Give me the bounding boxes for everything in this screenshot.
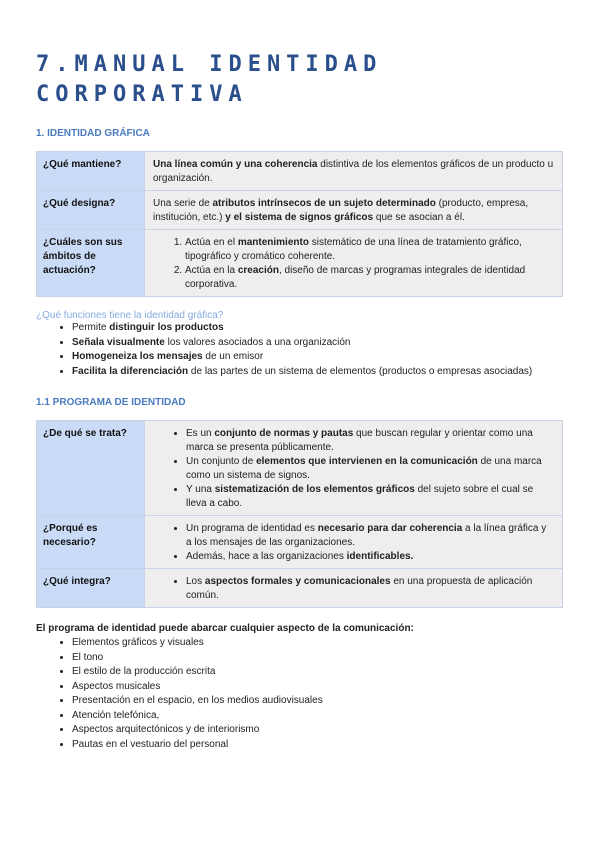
list-item: • Es un conjunto de normas y pautas que buscan regular y orientar como una marca se presenta públicamente. [186, 427, 554, 455]
section-heading-programa-identidad: 1.1 PROGRAMA DE IDENTIDAD [36, 397, 186, 408]
functions-list [36, 321, 563, 379]
list-item: • Aspectos musicales [72, 680, 563, 695]
list-item: • Atención telefónica, [72, 709, 563, 724]
text: (producto, empresa, institución, etc.) [153, 198, 529, 223]
list-item: • El tono [72, 651, 563, 666]
row-value [145, 152, 563, 191]
row-key: ¿Porqué es necesario? [37, 516, 145, 569]
list-item: • El estilo de la producción escrita [72, 665, 563, 680]
list-item: 1. Actúa en el mantenimiento sistemático de una línea de tratamiento gráfico, tipográfico y cromático coherente. [185, 236, 554, 264]
row-key: ¿Cuáles son sus ámbitos de actuación? [37, 230, 145, 297]
programa-identidad-table [36, 420, 563, 608]
table-row [37, 191, 563, 230]
row-value [145, 421, 563, 516]
table-row [37, 569, 563, 608]
list-item: • Facilita la diferenciación de las partes de un sistema de elementos (productos o empresas asociadas) [72, 365, 563, 380]
list-item: • Los aspectos formales y comunicacionales en una propuesta de aplicación común. [186, 575, 554, 603]
row-value [145, 516, 563, 569]
list-item: • Elementos gráficos y visuales [72, 636, 563, 651]
table-row [37, 152, 563, 191]
bullet-list [153, 575, 554, 603]
bullet-list [153, 427, 554, 511]
list-item: • Un conjunto de elementos que intervienen en la comunicación de una marca como un sistema de signos. [186, 455, 554, 483]
row-key: ¿Qué mantiene? [37, 152, 145, 191]
list-item: • Aspectos arquitectónicos y de interiorismo [72, 723, 563, 738]
bold-text: y el sistema de signos gráficos [225, 212, 374, 223]
text: Una serie de [153, 198, 213, 209]
table-row [37, 421, 563, 516]
section-heading-identidad-grafica: 1. IDENTIDAD GRÁFICA [36, 128, 150, 139]
functions-question: ¿Qué funciones tiene la identidad gráfica? [36, 310, 224, 321]
list-item: • Homogeneiza los mensajes de un emisor [72, 350, 563, 365]
row-value [145, 569, 563, 608]
row-key: ¿Qué integra? [37, 569, 145, 608]
text: distintiva de los elementos gráficos de un producto u organización. [153, 159, 554, 184]
list-item: • Señala visualmente los valores asociados a una organización [72, 336, 563, 351]
list-item: 2. Actúa en la creación, diseño de marcas y programas integrales de identidad corporativa. [185, 264, 554, 292]
bold-text: Una línea común y una coherencia [153, 159, 318, 170]
row-value [145, 230, 563, 297]
row-key: ¿De qué se trata? [37, 421, 145, 516]
row-key: ¿Qué designa? [37, 191, 145, 230]
text: que se asocian a él. [373, 212, 465, 223]
table-row [37, 516, 563, 569]
list-item: • Además, hace a las organizaciones identificables. [186, 550, 554, 564]
program-intro: El programa de identidad puede abarcar cualquier aspecto de la comunicación: [36, 623, 414, 634]
page-title: 7.MANUAL IDENTIDAD CORPORATIVA [36, 52, 383, 107]
list-item: • Y una sistematización de los elementos gráficos del sujeto sobre el cual se lleva a cabo. [186, 483, 554, 511]
identidad-grafica-table [36, 151, 563, 297]
list-item: • Un programa de identidad es necesario para dar coherencia a la línea gráfica y a los mensajes de las organizaciones. [186, 522, 554, 550]
row-value [145, 191, 563, 230]
list-item: • Pautas en el vestuario del personal [72, 738, 563, 753]
list-item: • Presentación en el espacio, en los medios audiovisuales [72, 694, 563, 709]
bold-text: atributos intrínsecos de un sujeto determinado [212, 198, 436, 209]
table-row [37, 230, 563, 297]
list-item: • Permite distinguir los productos [72, 321, 563, 336]
program-aspects-list [36, 636, 563, 752]
document-page [36, 50, 563, 752]
numbered-list [153, 236, 554, 292]
bullet-list [153, 522, 554, 564]
